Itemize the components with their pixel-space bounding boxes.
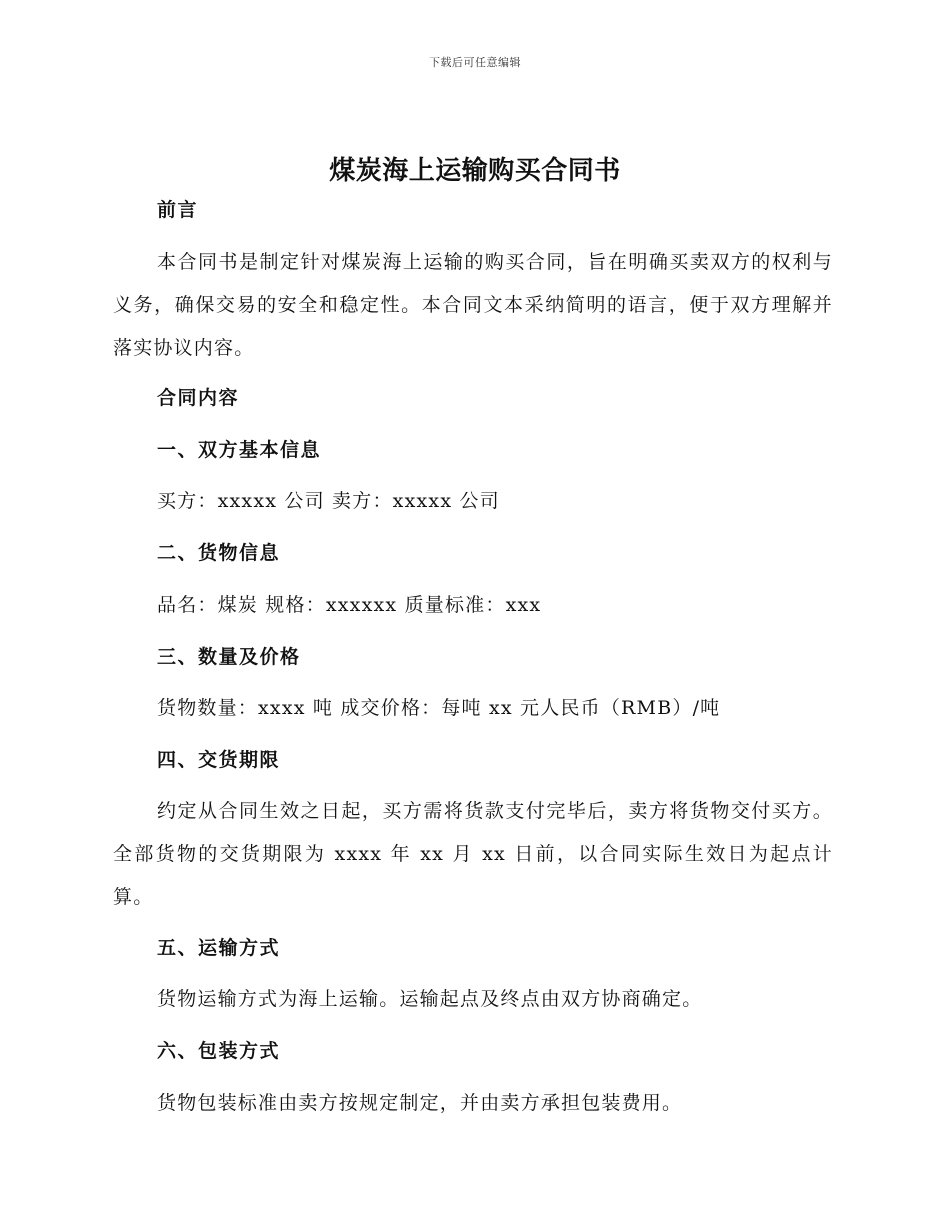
section-6-text: 货物包装标准由卖方按规定制定，并由卖方承担包装费用。	[157, 1092, 683, 1114]
section-3-heading: 三、数量及价格	[157, 646, 301, 668]
section-2-heading: 二、货物信息	[157, 542, 281, 564]
section-5-text: 货物运输方式为海上运输。运输起点及终点由双方协商确定。	[157, 988, 703, 1010]
document-title: 煤炭海上运输购买合同书	[329, 156, 621, 186]
header-note: 下载后可任意编辑	[429, 56, 521, 69]
section-4-paragraph: 约定从合同生效之日起，买方需将货款支付完毕后，卖方将货物交付买方。 全部货物的交货期限为 xxxx 年 xx 月 xx 日前，以合同实际生效日为起点计算。	[113, 800, 833, 908]
section-5-heading: 五、运输方式	[157, 937, 281, 959]
section-3-text: 货物数量：xxxx 吨 成交价格：每吨 xx 元人民币（RMB）/吨	[157, 697, 721, 719]
preface-heading: 前言	[157, 199, 199, 221]
section-6-heading: 六、包装方式	[157, 1040, 281, 1062]
section-1-heading: 一、双方基本信息	[157, 439, 322, 461]
section-2-text: 品名：煤炭 规格：xxxxxx 质量标准：xxx	[157, 594, 542, 616]
section-1-text: 买方：xxxxx 公司 卖方：xxxxx 公司	[157, 490, 500, 512]
preface-paragraph: 本合同书是制定针对煤炭海上运输的购买合同，旨在明确买卖双方的权利与义务，确保交易的安全和稳定性。本合同文本采纳简明的语言，便于双方理解并落实协议内容。	[113, 251, 833, 359]
contract-content-heading: 合同内容	[157, 387, 240, 409]
section-4-heading: 四、交货期限	[157, 749, 281, 771]
